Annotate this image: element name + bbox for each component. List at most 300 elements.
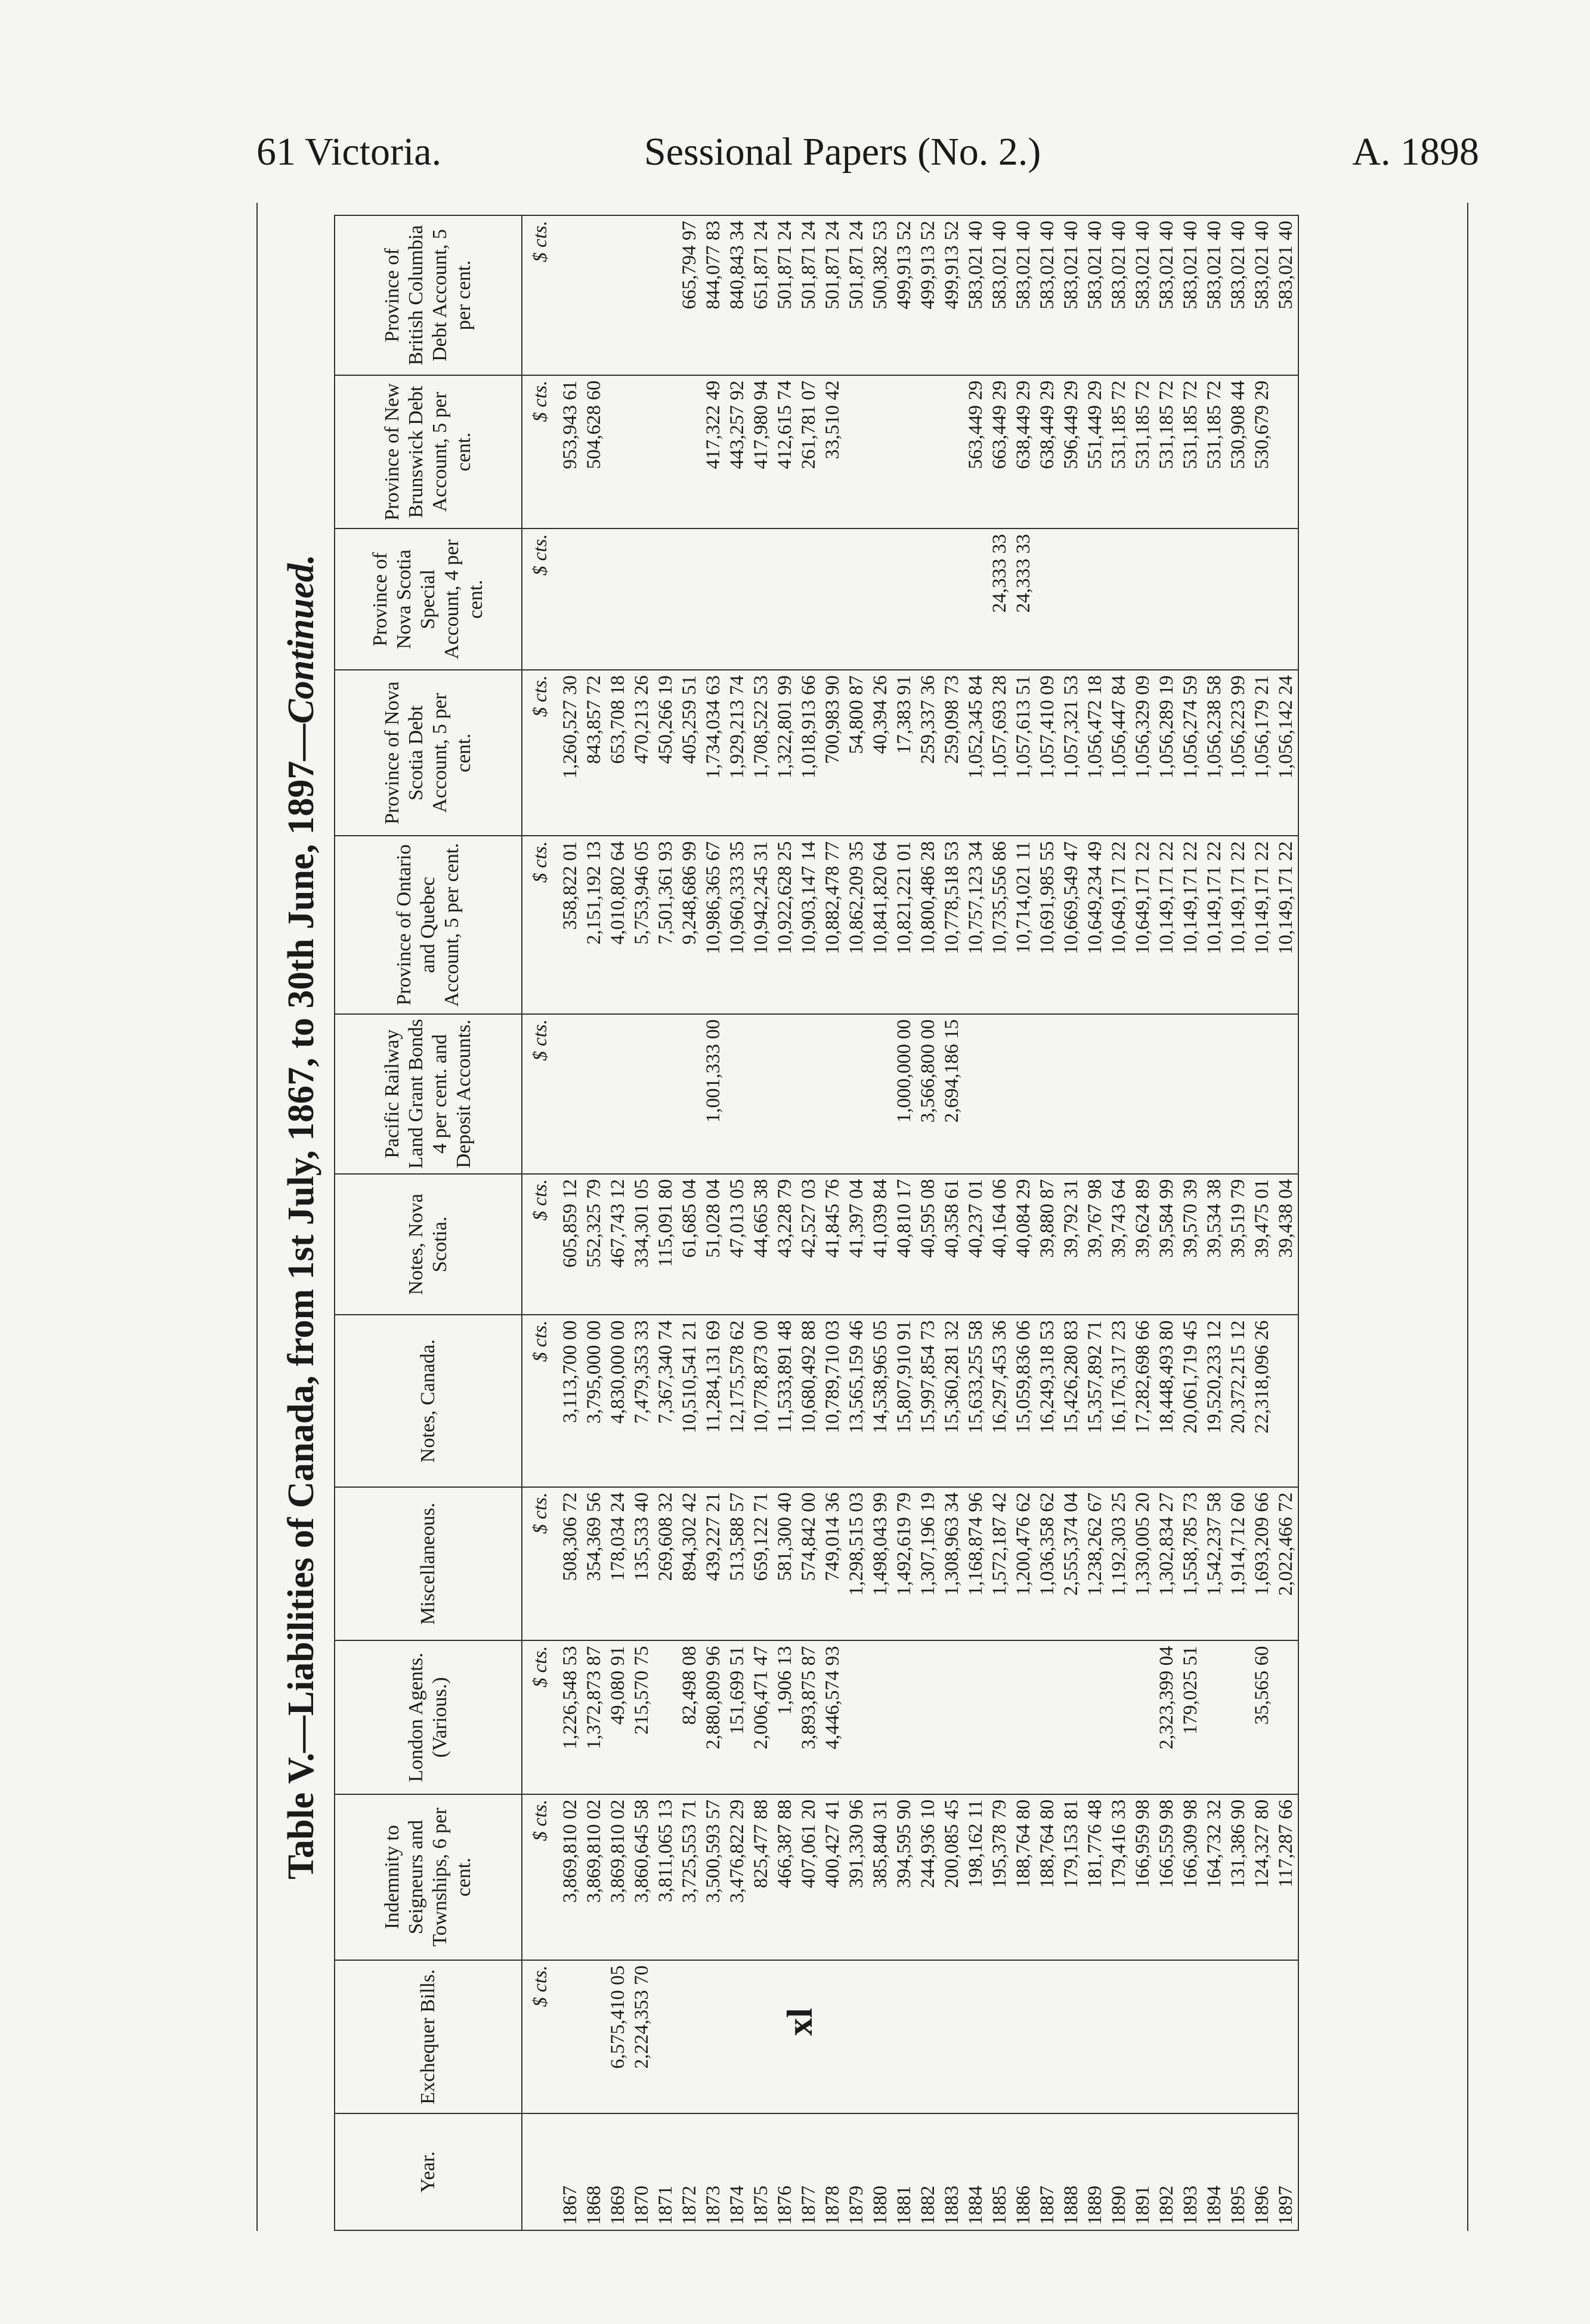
table-row	[1059, 215, 1083, 2230]
value-cell: 151,699 51	[725, 1640, 749, 1794]
column-header: Notes, Canada.	[335, 1315, 522, 1487]
value-cell: 1,558,785 73	[1178, 1487, 1202, 1640]
value-cell: 115,091 80	[654, 1174, 678, 1315]
value-cell	[1035, 1014, 1059, 1174]
value-cell: 10,649,171 22	[1107, 836, 1131, 1014]
value-cell: 14,538,965 05	[868, 1315, 892, 1487]
value-cell: 10,778,518 53	[940, 836, 964, 1014]
value-cell: 583,021 40	[1035, 215, 1059, 375]
value-cell	[678, 529, 701, 670]
value-cell: 10,986,365 67	[701, 836, 725, 1014]
value-cell	[1250, 1960, 1274, 2113]
column-header: Province of Nova Scotia Debt Account, 5 per cent.	[335, 670, 522, 836]
value-cell: 178,034 24	[606, 1487, 630, 1640]
value-cell: 1,542,237 58	[1202, 1487, 1226, 1640]
value-cell: 39,880 87	[1035, 1174, 1059, 1315]
value-cell: 638,449 29	[1011, 375, 1035, 529]
unit-cell: $ cts.	[522, 1315, 558, 1487]
value-cell: 61,685 04	[678, 1174, 701, 1315]
value-cell: 15,059,836 06	[1011, 1315, 1035, 1487]
value-cell	[582, 1960, 606, 2113]
table-row	[1107, 215, 1131, 2230]
table-row	[1011, 215, 1035, 2230]
value-cell: 179,153 81	[1059, 1794, 1083, 1960]
value-cell	[916, 375, 940, 529]
value-cell: 11,284,131 69	[701, 1315, 725, 1487]
value-cell: 10,669,549 47	[1059, 836, 1083, 1014]
value-cell: 17,282,698 66	[1131, 1315, 1155, 1487]
value-cell: 417,980 94	[749, 375, 773, 529]
value-cell: 3,795,000 00	[582, 1315, 606, 1487]
year-cell: 1883	[940, 2113, 964, 2230]
table-row	[701, 215, 725, 2230]
table-row	[916, 215, 940, 2230]
year-cell: 1876	[773, 2113, 797, 2230]
value-cell: 1,308,963 34	[940, 1487, 964, 1640]
value-cell: 1,168,874 96	[964, 1487, 988, 1640]
value-cell	[1202, 1014, 1226, 1174]
value-cell: 1,056,289 19	[1155, 670, 1178, 836]
value-cell	[654, 529, 678, 670]
value-cell: 530,908 44	[1226, 375, 1250, 529]
value-cell	[797, 1014, 821, 1174]
table-title-continued: Continued.	[281, 554, 321, 724]
value-cell	[654, 1640, 678, 1794]
frame-rule-right	[1467, 203, 1468, 2231]
value-cell: 499,913 52	[940, 215, 964, 375]
value-cell: 894,302 42	[678, 1487, 701, 1640]
column-header: Province of New Brunswick Debt Account, 5 per cent.	[335, 375, 522, 529]
value-cell	[845, 1960, 868, 2113]
value-cell: 188,764 80	[1011, 1794, 1035, 1960]
value-cell: 10,882,478 77	[821, 836, 845, 1014]
value-cell: 563,449 29	[964, 375, 988, 529]
value-cell: 1,260,527 30	[558, 670, 582, 836]
value-cell	[582, 1014, 606, 1174]
value-cell: 5,753,946 05	[630, 836, 654, 1014]
value-cell	[868, 1014, 892, 1174]
value-cell	[654, 1014, 678, 1174]
value-cell	[1059, 1014, 1083, 1174]
value-cell: 470,213 26	[630, 670, 654, 836]
value-cell	[749, 1960, 773, 2113]
value-cell: 1,057,410 09	[1035, 670, 1059, 836]
value-cell	[606, 529, 630, 670]
table-row	[845, 215, 868, 2230]
column-header: Notes, Nova Scotia.	[335, 1174, 522, 1315]
value-cell: 2,151,192 13	[582, 836, 606, 1014]
value-cell: 10,149,171 22	[1226, 836, 1250, 1014]
value-cell: 3,869,810 02	[558, 1794, 582, 1960]
value-cell	[916, 529, 940, 670]
value-cell: 40,237 01	[964, 1174, 988, 1315]
value-cell: 18,448,493 80	[1155, 1315, 1178, 1487]
value-cell	[1059, 1960, 1083, 2113]
year-cell: 1872	[678, 2113, 701, 2230]
year-cell: 1885	[988, 2113, 1011, 2230]
value-cell: 10,800,486 28	[916, 836, 940, 1014]
table-row	[1202, 215, 1226, 2230]
value-cell	[1250, 1014, 1274, 1174]
value-cell: 417,322 49	[701, 375, 725, 529]
unit-cell: $ cts.	[522, 1640, 558, 1794]
year-cell: 1878	[821, 2113, 845, 2230]
value-cell: 3,869,810 02	[606, 1794, 630, 1960]
value-cell	[1178, 1014, 1202, 1174]
value-cell: 166,959 98	[1131, 1794, 1155, 1960]
unit-cell: $ cts.	[522, 1014, 558, 1174]
value-cell: 198,162 11	[964, 1794, 988, 1960]
year-cell: 1879	[845, 2113, 868, 2230]
value-cell: 200,085 45	[940, 1794, 964, 1960]
year-cell: 1868	[582, 2113, 606, 2230]
value-cell: 583,021 40	[988, 215, 1011, 375]
value-cell: 1,192,303 25	[1107, 1487, 1131, 1640]
value-cell: 1,001,333 00	[701, 1014, 725, 1174]
table-body	[522, 215, 1298, 2230]
value-cell: 552,325 79	[582, 1174, 606, 1315]
value-cell: 181,776 48	[1083, 1794, 1107, 1960]
value-cell: 10,922,628 25	[773, 836, 797, 1014]
value-cell: 825,477 88	[749, 1794, 773, 1960]
value-cell: 40,164 06	[988, 1174, 1011, 1315]
value-cell: 40,810 17	[892, 1174, 916, 1315]
value-cell: 843,857 72	[582, 670, 606, 836]
value-cell	[1202, 1640, 1226, 1794]
table-row	[1274, 215, 1298, 2230]
value-cell: 10,649,234 49	[1083, 836, 1107, 1014]
year-cell: 1894	[1202, 2113, 1226, 2230]
value-cell	[1226, 1640, 1250, 1794]
value-cell: 1,238,262 67	[1083, 1487, 1107, 1640]
value-cell	[1083, 1014, 1107, 1174]
table-row	[1226, 215, 1250, 2230]
table-row	[1178, 215, 1202, 2230]
value-cell	[1202, 1960, 1226, 2113]
unit-cell: $ cts.	[522, 529, 558, 670]
value-cell: 10,903,147 14	[797, 836, 821, 1014]
value-cell: 530,679 29	[1250, 375, 1274, 529]
table-row	[892, 215, 916, 2230]
value-cell: 1,200,476 62	[1011, 1487, 1035, 1640]
value-cell	[606, 215, 630, 375]
value-cell: 3,860,645 58	[630, 1794, 654, 1960]
value-cell	[1274, 529, 1298, 670]
value-cell: 1,708,522 53	[749, 670, 773, 836]
value-cell	[558, 1014, 582, 1174]
value-cell: 583,021 40	[1155, 215, 1178, 375]
value-cell	[1250, 529, 1274, 670]
value-cell	[725, 529, 749, 670]
value-cell: 1,302,834 27	[1155, 1487, 1178, 1640]
table-row	[868, 215, 892, 2230]
value-cell: 583,021 40	[1083, 215, 1107, 375]
year-cell: 1880	[868, 2113, 892, 2230]
value-cell: 1,226,548 53	[558, 1640, 582, 1794]
value-cell: 1,906 13	[773, 1640, 797, 1794]
value-cell: 844,077 83	[701, 215, 725, 375]
value-cell	[1107, 529, 1131, 670]
value-cell	[630, 529, 654, 670]
value-cell	[1274, 1960, 1298, 2113]
liabilities-table	[334, 215, 1299, 2231]
value-cell: 443,257 92	[725, 375, 749, 529]
value-cell	[964, 1960, 988, 2113]
column-header: Indemnity to Seigneurs and Townships, 6 per cent.	[335, 1794, 522, 1960]
value-cell: 10,149,171 22	[1155, 836, 1178, 1014]
value-cell: 15,997,854 73	[916, 1315, 940, 1487]
value-cell	[654, 215, 678, 375]
header-papers: Sessional Papers (No. 2.)	[644, 130, 1041, 174]
value-cell	[1035, 529, 1059, 670]
value-cell	[821, 1960, 845, 2113]
value-cell	[1178, 1960, 1202, 2113]
value-cell: 39,792 31	[1059, 1174, 1083, 1315]
value-cell: 583,021 40	[1059, 215, 1083, 375]
value-cell: 1,498,043 99	[868, 1487, 892, 1640]
value-cell	[1011, 1014, 1035, 1174]
table-header-row	[335, 215, 522, 2230]
value-cell: 39,584 99	[1155, 1174, 1178, 1315]
value-cell: 15,633,255 58	[964, 1315, 988, 1487]
value-cell: 1,322,801 99	[773, 670, 797, 836]
value-cell: 24,333 33	[988, 529, 1011, 670]
value-cell	[1035, 1960, 1059, 2113]
table-row	[821, 215, 845, 2230]
value-cell: 354,369 56	[582, 1487, 606, 1640]
value-cell: 1,056,223 99	[1226, 670, 1250, 836]
value-cell: 10,714,021 11	[1011, 836, 1035, 1014]
value-cell: 39,519 79	[1226, 1174, 1250, 1315]
table-row	[797, 215, 821, 2230]
value-cell: 405,259 51	[678, 670, 701, 836]
value-cell: 15,360,281 32	[940, 1315, 964, 1487]
table-row	[749, 215, 773, 2230]
value-cell: 1,056,179 21	[1250, 670, 1274, 836]
value-cell	[1011, 1960, 1035, 2113]
value-cell: 244,936 10	[916, 1794, 940, 1960]
value-cell	[1226, 1014, 1250, 1174]
value-cell	[892, 529, 916, 670]
value-cell: 215,570 75	[630, 1640, 654, 1794]
header-year: A. 1898	[1352, 130, 1479, 174]
value-cell	[845, 1014, 868, 1174]
value-cell	[892, 1960, 916, 2113]
table-row	[1250, 215, 1274, 2230]
value-cell: 583,021 40	[1107, 215, 1131, 375]
value-cell: 24,333 33	[1011, 529, 1035, 670]
value-cell: 2,006,471 47	[749, 1640, 773, 1794]
year-cell: 1895	[1226, 2113, 1250, 2230]
value-cell: 2,022,466 72	[1274, 1487, 1298, 1640]
value-cell	[988, 1960, 1011, 2113]
value-cell: 3,566,800 00	[916, 1014, 940, 1174]
value-cell	[1011, 1640, 1035, 1794]
column-header: Pacific Railway Land Grant Bonds 4 per cent. and Deposit Accounts.	[335, 1014, 522, 1174]
value-cell: 3,113,700 00	[558, 1315, 582, 1487]
value-cell	[749, 529, 773, 670]
value-cell	[1083, 1640, 1107, 1794]
value-cell	[868, 529, 892, 670]
table-row	[1035, 215, 1059, 2230]
value-cell	[1131, 1014, 1155, 1174]
value-cell	[940, 1640, 964, 1794]
table-row	[1155, 215, 1178, 2230]
value-cell	[773, 1960, 797, 2113]
value-cell: 1,572,187 42	[988, 1487, 1011, 1640]
value-cell: 259,098 73	[940, 670, 964, 836]
value-cell	[630, 1014, 654, 1174]
value-cell: 583,021 40	[1274, 215, 1298, 375]
value-cell: 1,057,613 51	[1011, 670, 1035, 836]
value-cell: 665,794 97	[678, 215, 701, 375]
table-row	[1131, 215, 1155, 2230]
value-cell: 42,527 03	[797, 1174, 821, 1315]
value-cell: 1,000,000 00	[892, 1014, 916, 1174]
value-cell: 501,871 24	[797, 215, 821, 375]
value-cell: 1,734,034 63	[701, 670, 725, 836]
value-cell	[558, 529, 582, 670]
value-cell: 391,330 96	[845, 1794, 868, 1960]
value-cell: 39,570 39	[1178, 1174, 1202, 1315]
value-cell: 3,476,822 29	[725, 1794, 749, 1960]
value-cell: 605,859 12	[558, 1174, 582, 1315]
value-cell: 11,533,891 48	[773, 1315, 797, 1487]
value-cell: 82,498 08	[678, 1640, 701, 1794]
value-cell: 16,297,453 36	[988, 1315, 1011, 1487]
value-cell: 7,479,353 33	[630, 1315, 654, 1487]
value-cell: 1,307,196 19	[916, 1487, 940, 1640]
year-cell: 1871	[654, 2113, 678, 2230]
value-cell	[988, 1640, 1011, 1794]
value-cell	[558, 1960, 582, 2113]
value-cell: 334,301 05	[630, 1174, 654, 1315]
value-cell: 1,036,358 62	[1035, 1487, 1059, 1640]
value-cell: 22,318,096 26	[1250, 1315, 1274, 1487]
value-cell	[1107, 1640, 1131, 1794]
value-cell	[1107, 1014, 1131, 1174]
value-cell	[773, 529, 797, 670]
value-cell: 583,021 40	[1011, 215, 1035, 375]
table-row	[940, 215, 964, 2230]
value-cell	[654, 375, 678, 529]
value-cell: 39,438 04	[1274, 1174, 1298, 1315]
value-cell: 663,449 29	[988, 375, 1011, 529]
value-cell: 135,533 40	[630, 1487, 654, 1640]
value-cell: 439,227 21	[701, 1487, 725, 1640]
value-cell	[606, 1014, 630, 1174]
value-cell	[1155, 1960, 1178, 2113]
value-cell: 467,743 12	[606, 1174, 630, 1315]
value-cell: 17,383 91	[892, 670, 916, 836]
value-cell	[1059, 529, 1083, 670]
value-cell: 51,028 04	[701, 1174, 725, 1315]
value-cell	[582, 529, 606, 670]
value-cell	[654, 1960, 678, 2113]
value-cell: 1,057,693 28	[988, 670, 1011, 836]
value-cell: 6,575,410 05	[606, 1960, 630, 2113]
year-cell: 1882	[916, 2113, 940, 2230]
value-cell: 659,122 71	[749, 1487, 773, 1640]
value-cell: 269,608 32	[654, 1487, 678, 1640]
table-row	[558, 215, 582, 2230]
value-cell	[868, 1960, 892, 2113]
value-cell	[1274, 1640, 1298, 1794]
value-cell: 195,378 79	[988, 1794, 1011, 1960]
value-cell	[821, 529, 845, 670]
value-cell: 2,555,374 04	[1059, 1487, 1083, 1640]
value-cell: 40,358 61	[940, 1174, 964, 1315]
value-cell	[701, 1960, 725, 2113]
value-cell: 581,300 40	[773, 1487, 797, 1640]
value-cell	[821, 1014, 845, 1174]
value-cell: 583,021 40	[1226, 215, 1250, 375]
table-row	[582, 215, 606, 2230]
value-cell: 179,025 51	[1178, 1640, 1202, 1794]
value-cell: 583,021 40	[964, 215, 988, 375]
value-cell: 466,387 88	[773, 1794, 797, 1960]
value-cell: 40,084 29	[1011, 1174, 1035, 1315]
value-cell: 259,337 36	[916, 670, 940, 836]
value-cell: 10,149,171 22	[1178, 836, 1202, 1014]
value-cell: 10,149,171 22	[1202, 836, 1226, 1014]
value-cell: 1,929,213 74	[725, 670, 749, 836]
value-cell: 10,841,820 64	[868, 836, 892, 1014]
units-row	[522, 215, 558, 2230]
table-row	[654, 215, 678, 2230]
value-cell: 1,018,913 66	[797, 670, 821, 836]
value-cell: 407,061 20	[797, 1794, 821, 1960]
value-cell	[868, 1640, 892, 1794]
value-cell: 638,449 29	[1035, 375, 1059, 529]
table-row	[964, 215, 988, 2230]
value-cell: 261,781 07	[797, 375, 821, 529]
year-cell: 1875	[749, 2113, 773, 2230]
value-cell: 531,185 72	[1178, 375, 1202, 529]
value-cell: 39,475 01	[1250, 1174, 1274, 1315]
value-cell	[1155, 1014, 1178, 1174]
year-cell: 1884	[964, 2113, 988, 2230]
value-cell	[940, 375, 964, 529]
value-cell	[701, 529, 725, 670]
value-cell: 10,149,171 22	[1274, 836, 1298, 1014]
value-cell: 10,821,221 01	[892, 836, 916, 1014]
unit-cell: $ cts.	[522, 1794, 558, 1960]
value-cell	[725, 1960, 749, 2113]
value-cell: 1,298,515 03	[845, 1487, 868, 1640]
column-header: Miscellaneous.	[335, 1487, 522, 1640]
value-cell: 531,185 72	[1107, 375, 1131, 529]
value-cell: 1,330,005 20	[1131, 1487, 1155, 1640]
value-cell	[1107, 1960, 1131, 2113]
value-cell	[582, 215, 606, 375]
value-cell: 41,039 84	[868, 1174, 892, 1315]
year-cell: 1888	[1059, 2113, 1083, 2230]
value-cell: 20,372,215 12	[1226, 1315, 1250, 1487]
table-row	[1083, 215, 1107, 2230]
unit-cell: $ cts.	[522, 1960, 558, 2113]
table-row	[606, 215, 630, 2230]
value-cell	[1131, 529, 1155, 670]
value-cell: 41,845 76	[821, 1174, 845, 1315]
value-cell: 131,386 90	[1226, 1794, 1250, 1960]
value-cell: 596,449 29	[1059, 375, 1083, 529]
value-cell: 513,588 57	[725, 1487, 749, 1640]
value-cell: 499,913 52	[892, 215, 916, 375]
value-cell	[1202, 529, 1226, 670]
year-cell: 1887	[1035, 2113, 1059, 2230]
value-cell: 10,735,556 86	[988, 836, 1011, 1014]
